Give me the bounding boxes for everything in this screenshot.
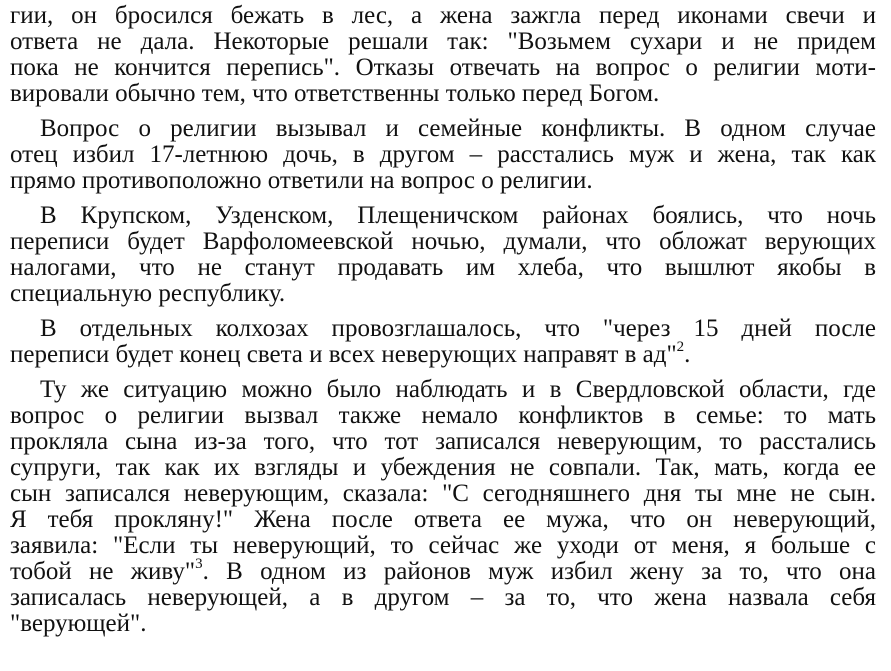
paragraph-3-line-1: В Крупском, Узденском, Плещеничском районах боялись, что ночь	[40, 202, 876, 229]
text-line-21-start: тобой не живу"	[10, 558, 196, 585]
text-line-6: отец избил 17-летнюю дочь, в другом – расстались муж и жена, так как	[10, 141, 876, 168]
text-line-4: вировали обычно тем, что ответственны только перед Богом.	[10, 80, 660, 107]
text-line-11: специальную республику.	[10, 280, 286, 307]
paragraph-5-line-1: Ту же ситуацию можно было наблюдать и в Свердловской области, где	[40, 376, 876, 403]
text-line-19: Я тебя прокляну!" Жена после ответа ее мужа, что он неверующий,	[10, 506, 876, 533]
text-line-13-end: .	[684, 341, 691, 368]
text-line-1: гии, он бросился бежать в лес, а жена зажгла перед иконами свечи и	[10, 2, 876, 29]
text-line-17: супруги, так как их взгляды и убеждения не совпали. Так, мать, когда ее	[10, 454, 876, 481]
footnote-ref-3: 3	[195, 555, 203, 572]
paragraph-4-line-1: В отдельных колхозах провозглашалось, что "через 15 дней после	[40, 315, 876, 342]
text-line-16: прокляла сына из-за того, что тот записался неверующим, то расстались	[10, 428, 876, 455]
text-line-10: налогами, что не станут продавать им хлеба, что вышлют якобы в	[10, 254, 876, 281]
text-line-21-rest: . В одном из районов муж избил жену за то, что она	[202, 558, 876, 585]
text-line-3: пока не кончится перепись". Отказы отвечать на вопрос о религии моти-	[10, 54, 876, 81]
text-line-23: "верующей".	[10, 610, 147, 637]
text-line-18: сын записался неверующим, сказала: "С сегодняшнего дня ты мне не сын.	[10, 480, 876, 507]
text-line-21	[10, 555, 876, 585]
text-line-9: переписи будет Варфоломеевской ночью, думали, что обложат верующих	[10, 228, 876, 255]
text-line-20: заявила: "Если ты неверующий, то сейчас же уходи от меня, я больше с	[10, 532, 876, 559]
text-line-13	[10, 338, 876, 368]
text-line-2: ответа не дала. Некоторые решали так: "Возьмем сухари и не придем	[10, 28, 876, 55]
footnote-ref-2: 2	[676, 338, 685, 355]
paragraph-2-line-1: Вопрос о религии вызывал и семейные конфликты. В одном случае	[40, 115, 876, 142]
text-line-22: записалась неверующей, а в другом – за то, что жена назвала себя	[10, 584, 876, 611]
text-line-13-body: переписи будет конец света и всех неверующих направят в ад"	[10, 341, 677, 368]
text-line-7: прямо противоположно ответили на вопрос о религии.	[10, 167, 593, 194]
text-line-15: вопрос о религии вызвал также немало конфликтов в семье: то мать	[10, 402, 876, 429]
